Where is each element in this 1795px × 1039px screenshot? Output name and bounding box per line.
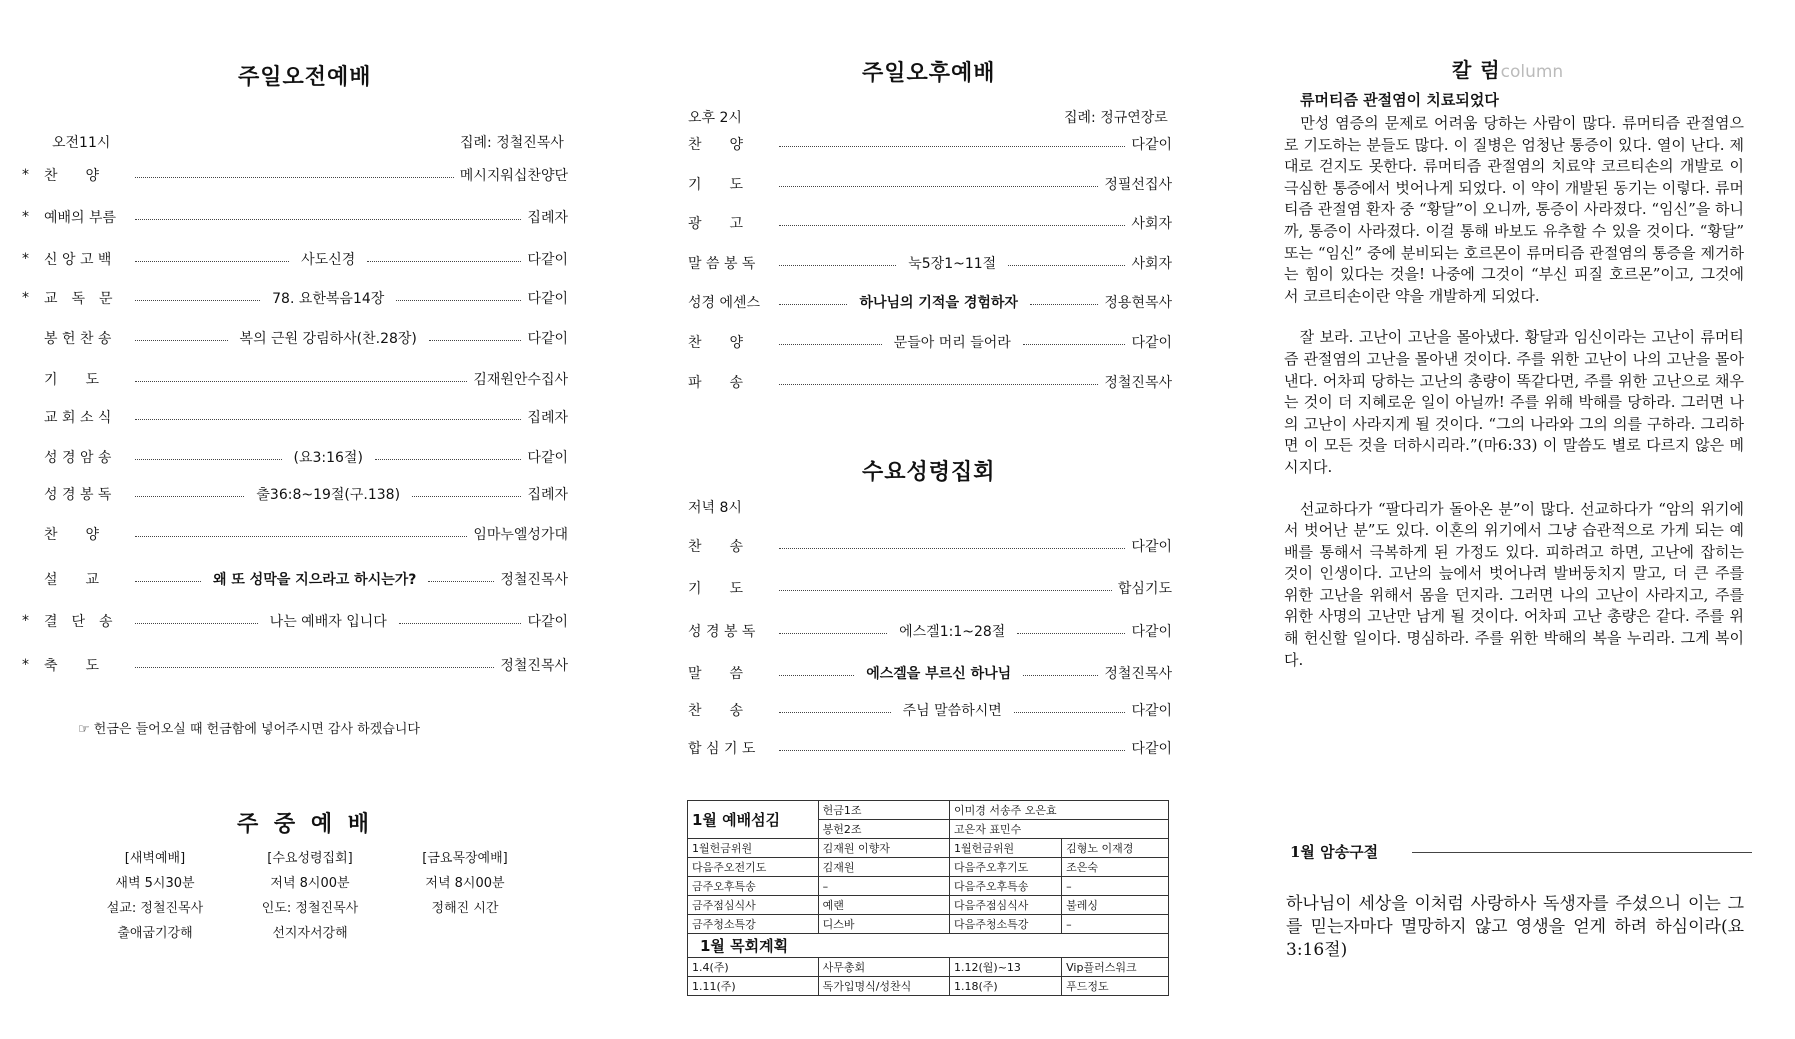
morning-item-label: 찬 양 xyxy=(44,168,100,184)
morning-item xyxy=(22,446,568,468)
weekday-column xyxy=(405,846,525,921)
offering-note: ☞ 헌금은 들어오실 때 헌금함에 넣어주시면 감사 하겠습니다 xyxy=(78,722,420,737)
morning-item-content: (요3:16절) xyxy=(293,450,363,466)
schedule-cell: 조은숙 xyxy=(1062,858,1169,877)
wednesday-item-content: 주님 말씀하시면 xyxy=(902,703,1002,719)
plan-title: 1월 목회계획 xyxy=(688,934,1169,958)
morning-item-label: 결 단 송 xyxy=(44,614,113,630)
leader-dots xyxy=(779,344,882,345)
morning-item-label: 성 경 봉 독 xyxy=(44,487,112,503)
afternoon-item xyxy=(688,173,1172,195)
wednesday-item-person: 정철진목사 xyxy=(1104,666,1172,682)
column-paragraph: 잘 보라. 고난이 고난을 몰아냈다. 황달과 임신이라는 고난이 류머티즘 관절염의 고난을 몰아낸 것이다. 주를 위한 고난이 나의 고난을 몰아낸다. 어차피 당하는 고난의 총량이 똑같다면, 주를 위한 고난으로 채우는 것이 더 지혜로운 일이 아닐까! 주를 위해 박해를 당하라. 그러면 나의 고난이 사라지게 될 것이다. “그의 나라와 그의 의를 구하라. 그리하면 이 모든 것을 더하시리라.”(마6:33) 이 말씀도 별로 다르지 않은 메시지다. xyxy=(1284,328,1744,476)
morning-item-label: 축 도 xyxy=(44,658,100,674)
schedule-cell: 디스바 xyxy=(818,915,949,934)
schedule-cell: 봉헌2조 xyxy=(818,820,949,839)
wednesday-item-label: 성 경 봉 독 xyxy=(688,624,756,640)
morning-item-content: 사도신경 xyxy=(301,252,356,268)
afternoon-item-content: 하나님의 기적을 경험하자 xyxy=(859,295,1018,311)
wednesday-item xyxy=(688,737,1172,759)
leader-dots xyxy=(1014,712,1126,713)
morning-item xyxy=(22,610,568,632)
required-marker: * xyxy=(22,613,29,629)
weekday-column-line: 새벽 5시30분 xyxy=(115,876,195,891)
morning-item-label: 성 경 암 송 xyxy=(44,450,112,466)
morning-item-person: 다같이 xyxy=(527,450,568,466)
schedule-cell: – xyxy=(1062,915,1169,934)
leader-dots xyxy=(135,536,467,537)
leader-dots xyxy=(779,384,1098,385)
schedule-box xyxy=(687,800,1169,996)
schedule-cell: 다음주오후기도 xyxy=(950,858,1062,877)
afternoon-item-label: 광 고 xyxy=(688,216,744,232)
afternoon-item xyxy=(688,331,1172,353)
required-marker: * xyxy=(22,657,29,673)
afternoon-time: 오후 2시 xyxy=(688,110,742,126)
afternoon-item-label: 기 도 xyxy=(688,177,744,193)
morning-item xyxy=(22,368,568,390)
leader-dots xyxy=(429,340,522,341)
morning-item-content: 나는 예배자 입니다 xyxy=(269,614,387,630)
morning-item-person: 다같이 xyxy=(527,331,569,347)
afternoon-item-person: 사회자 xyxy=(1131,256,1173,272)
wednesday-item-person: 다같이 xyxy=(1131,539,1172,555)
weekday-column-line: 저녁 8시00분 xyxy=(425,876,505,891)
afternoon-item-label: 말 씀 봉 독 xyxy=(688,256,756,272)
morning-item-person: 집례자 xyxy=(527,410,568,426)
leader-dots xyxy=(779,186,1098,187)
afternoon-title: 주일오후예배 xyxy=(862,61,996,86)
leader-dots xyxy=(135,219,521,220)
leader-dots xyxy=(779,548,1125,549)
leader-dots xyxy=(1008,265,1125,266)
morning-item xyxy=(22,248,568,270)
morning-title: 주일오전예배 xyxy=(238,65,372,90)
wednesday-item-label: 찬 송 xyxy=(688,539,744,555)
schedule-cell: 불레싱 xyxy=(1062,896,1169,915)
leader-dots xyxy=(135,496,244,497)
afternoon-item xyxy=(688,291,1172,313)
afternoon-item-content: 문들아 머리 들어라 xyxy=(893,335,1011,351)
leader-dots xyxy=(375,459,522,460)
afternoon-item xyxy=(688,133,1172,155)
afternoon-item xyxy=(688,212,1172,234)
morning-item xyxy=(22,568,568,590)
weekday-title: 주 중 예 배 xyxy=(237,812,373,837)
morning-item-label: 신 앙 고 백 xyxy=(44,252,112,268)
column-title-ko: 칼 럼 xyxy=(1452,58,1501,82)
schedule-cell: 다음주오전기도 xyxy=(688,858,819,877)
weekday-column xyxy=(250,846,370,946)
leader-dots xyxy=(1023,344,1126,345)
required-marker: * xyxy=(22,209,29,225)
weekday-column-line: 인도: 정철진목사 xyxy=(261,901,359,916)
schedule-cell: 김재원 xyxy=(818,858,949,877)
wednesday-item-person: 다같이 xyxy=(1131,624,1173,640)
wednesday-item xyxy=(688,620,1172,642)
morning-item-label: 교 회 소 식 xyxy=(44,410,112,426)
morning-item xyxy=(22,523,568,545)
wednesday-time: 저녁 8시 xyxy=(688,500,742,516)
afternoon-item-person: 정철진목사 xyxy=(1104,375,1172,391)
morning-item-person: 임마누엘성가대 xyxy=(473,527,568,543)
morning-item-content: 복의 근원 강림하사(찬.28장) xyxy=(239,331,417,347)
column-paragraph: 선교하다가 “팔다리가 돌아온 분”이 많다. 선교하다가 “암의 위기에서 벗어난 분”도 있다. 이혼의 위기에서 그냥 습관적으로 가게 되는 예배를 통해서 극복하게 된 가정도 있다. 피하려고 하면, 고난에 잡히는 것이 인생이다. 고난의 늪에서 벗어나려 발버둥치지 말고, 더 큰 주를 위한 고난을 위해서 몸을 던지라. 그러면 나의 고난이 사라지고, 주를 위한 사명의 고난만 남게 될 것이다. 어차피 고난 총량은 같다. 주를 위해 헌신할 일이다. 명심하라. 주를 위한 박해의 복을 누리라. 그게 복이다. xyxy=(1284,499,1744,669)
plan-cell: 1.18(주) xyxy=(950,977,1062,996)
schedule-row xyxy=(688,915,1169,934)
leader-dots xyxy=(1017,633,1125,634)
verse-text: 하나님이 세상을 이처럼 사랑하사 독생자를 주셨으니 이는 그를 믿는자마다 멸망하지 않고 영생을 얻게 하려 하심이라(요3:16절) xyxy=(1286,894,1744,960)
afternoon-item xyxy=(688,371,1172,393)
morning-item-label: 봉 헌 찬 송 xyxy=(44,331,112,347)
weekday-column-line: 저녁 8시00분 xyxy=(270,876,350,891)
leader-dots xyxy=(399,623,522,624)
schedule-row xyxy=(688,896,1169,915)
plan-row xyxy=(688,958,1169,977)
verse-divider xyxy=(1412,852,1752,853)
schedule-cell: 이미경 서송주 오은효 xyxy=(950,801,1169,820)
weekday-column-head: [금요목장예배] xyxy=(422,851,508,866)
weekday-column-line: 정해진 시간 xyxy=(431,901,499,916)
wednesday-item-person: 다같이 xyxy=(1131,741,1172,757)
plan-row xyxy=(688,977,1169,996)
leader-dots xyxy=(135,667,494,668)
morning-item-person: 정철진목사 xyxy=(500,658,568,674)
wednesday-item-label: 합 심 기 도 xyxy=(688,741,756,757)
schedule-cell: 금주청소특강 xyxy=(688,915,819,934)
morning-item-person: 집례자 xyxy=(527,487,569,503)
wednesday-item-person: 합심기도 xyxy=(1117,581,1172,597)
column-title xyxy=(1452,54,1563,83)
leader-dots xyxy=(779,675,854,676)
afternoon-leader: 집례: 정규연장로 xyxy=(1064,110,1168,126)
morning-item-content: 출36:8~19절(구.138) xyxy=(256,487,401,503)
afternoon-item-person: 다같이 xyxy=(1131,335,1173,351)
morning-item-person: 집례자 xyxy=(527,210,568,226)
plan-cell: 1.12(월)~13 xyxy=(950,958,1062,977)
leader-dots xyxy=(779,304,847,305)
morning-item xyxy=(22,327,568,349)
morning-item-person: 정철진목사 xyxy=(500,572,568,588)
schedule-cell: 고은자 표민수 xyxy=(950,820,1169,839)
schedule-row xyxy=(688,858,1169,877)
morning-item-label: 교 독 문 xyxy=(44,291,113,307)
leader-dots xyxy=(1030,304,1098,305)
morning-item-content: 왜 또 성막을 지으라고 하시는가? xyxy=(212,572,417,588)
morning-item xyxy=(22,287,568,309)
required-marker: * xyxy=(22,167,29,183)
leader-dots xyxy=(135,261,289,262)
leader-dots xyxy=(779,590,1112,591)
afternoon-item-label: 성경 에센스 xyxy=(688,295,761,311)
afternoon-item xyxy=(688,252,1172,274)
leader-dots xyxy=(412,496,521,497)
schedule-cell: 예랜 xyxy=(818,896,949,915)
leader-dots xyxy=(367,261,521,262)
wednesday-item-label: 말 씀 xyxy=(688,666,744,682)
wednesday-item-label: 기 도 xyxy=(688,581,744,597)
schedule-cell: 다음주오후특송 xyxy=(950,877,1062,896)
leader-dots xyxy=(779,225,1125,226)
morning-item-label: 찬 양 xyxy=(44,527,100,543)
morning-item-person: 다같이 xyxy=(527,614,569,630)
wednesday-item-label: 찬 송 xyxy=(688,703,744,719)
weekday-column-line: 출애굽기강해 xyxy=(117,926,193,941)
leader-dots xyxy=(135,381,467,382)
plan-cell: 1.4(주) xyxy=(688,958,819,977)
afternoon-item-person: 다같이 xyxy=(1131,137,1172,153)
schedule-table xyxy=(687,800,1169,996)
schedule-cell: 1월헌금위원 xyxy=(688,839,819,858)
column-paragraph: 만성 염증의 문제로 어려움 당하는 사람이 많다. 류머티즘 관절염으로 기도하는 분들도 많다. 이 질병은 엄청난 통증이 있다. 열이 난다. 제대로 걷지도 못한다. 류머티즘 관절염의 치료약 코르티손의 개발로 이 극심한 통증에서 벗어나게 되었다. 이 약이 개발된 동기는 이렇다. 류머티즘 관절염 환자 중 “황달”이 오니까, 통증이 사라졌다. “임신”을 하니까, 통증이 사라졌다. 이걸 통해 바보도 유추할 수 있을 것이다. “황달” 또는 “임신” 중에 분비되는 호르몬이 류머티즘 관절염의 통증을 제거하는 힘이 있다는 것을! 나중에 그것이 “부신 피질 호르몬”이고, 그것에서 코르티손이란 약을 개발하게 되었다. xyxy=(1284,114,1744,305)
schedule-cell: 1월헌금위원 xyxy=(950,839,1062,858)
leader-dots xyxy=(135,459,282,460)
leader-dots xyxy=(135,623,258,624)
leader-dots xyxy=(135,177,454,178)
morning-leader: 집례: 정철진목사 xyxy=(460,135,564,151)
weekday-column-line: 설교: 정철진목사 xyxy=(106,901,204,916)
wednesday-title: 수요성령집회 xyxy=(862,460,996,485)
afternoon-item-label: 파 송 xyxy=(688,375,744,391)
morning-item xyxy=(22,206,568,228)
afternoon-item-label: 찬 양 xyxy=(688,137,744,153)
column-subtitle: 류머티즘 관절염이 치료되었다 xyxy=(1300,91,1499,109)
plan-cell: Vip플러스워크 xyxy=(1062,958,1169,977)
leader-dots xyxy=(779,712,891,713)
schedule-row xyxy=(688,839,1169,858)
morning-item-label: 설 교 xyxy=(44,572,100,588)
required-marker: * xyxy=(22,290,29,306)
leader-dots xyxy=(779,146,1125,147)
plan-cell: 사무총회 xyxy=(818,958,949,977)
wednesday-item-content: 에스겔을 부르신 하나님 xyxy=(866,666,1012,682)
afternoon-item-label: 찬 양 xyxy=(688,335,744,351)
schedule-cell: – xyxy=(1062,877,1169,896)
verse-title: 1월 암송구절 xyxy=(1290,843,1379,861)
morning-item-person: 다같이 xyxy=(527,252,568,268)
morning-item-person: 김재원안수집사 xyxy=(473,372,568,388)
leader-dots xyxy=(779,750,1125,751)
schedule-cell: 다음주점심식사 xyxy=(950,896,1062,915)
plan-cell: 독가입명식/성찬식 xyxy=(818,977,949,996)
afternoon-item-content: 눅5장1~11절 xyxy=(908,256,997,272)
leader-dots xyxy=(135,340,228,341)
morning-item-label: 예배의 부름 xyxy=(44,210,117,226)
afternoon-item-person: 사회자 xyxy=(1131,216,1172,232)
wednesday-item xyxy=(688,662,1172,684)
wednesday-item-content: 에스겔1:1~28절 xyxy=(899,624,1006,640)
leader-dots xyxy=(396,300,521,301)
schedule-cell: 금주점심식사 xyxy=(688,896,819,915)
schedule-cell: – xyxy=(818,877,949,896)
leader-dots xyxy=(135,581,201,582)
morning-item xyxy=(22,406,568,428)
plan-cell: 1.11(주) xyxy=(688,977,819,996)
required-marker: * xyxy=(22,251,29,267)
morning-item xyxy=(22,164,568,186)
leader-dots xyxy=(779,265,896,266)
leader-dots xyxy=(779,633,887,634)
weekday-column-head: [새벽예배] xyxy=(124,851,186,866)
leader-dots xyxy=(135,419,521,420)
morning-item-content: 78. 요한복음14장 xyxy=(272,291,385,307)
morning-item xyxy=(22,483,568,505)
wednesday-item-person: 다같이 xyxy=(1131,703,1173,719)
schedule-title: 1월 예배섬김 xyxy=(688,801,819,839)
afternoon-item-person: 정필선집사 xyxy=(1104,177,1172,193)
schedule-cell: 다음주청소특강 xyxy=(950,915,1062,934)
schedule-row xyxy=(688,877,1169,896)
schedule-cell: 김형노 이재경 xyxy=(1062,839,1169,858)
morning-item xyxy=(22,654,568,676)
morning-item-person: 메시지워십찬양단 xyxy=(459,168,568,184)
morning-time: 오전11시 xyxy=(52,135,111,151)
weekday-column-head: [수요성령집회] xyxy=(267,851,353,866)
column-title-en: column xyxy=(1500,62,1564,82)
morning-item-label: 기 도 xyxy=(44,372,100,388)
schedule-cell: 금주오후특송 xyxy=(688,877,819,896)
schedule-cell: 김재원 이향자 xyxy=(818,839,949,858)
schedule-cell: 헌금1조 xyxy=(818,801,949,820)
morning-item-person: 다같이 xyxy=(527,291,569,307)
wednesday-item xyxy=(688,577,1172,599)
weekday-column-line: 선지자서강해 xyxy=(272,926,348,941)
weekday-column xyxy=(95,846,215,946)
leader-dots xyxy=(428,581,494,582)
plan-cell: 푸드정도 xyxy=(1062,977,1169,996)
leader-dots xyxy=(135,300,260,301)
leader-dots xyxy=(1023,675,1098,676)
afternoon-item-person: 정용현목사 xyxy=(1104,295,1173,311)
wednesday-item xyxy=(688,699,1172,721)
wednesday-item xyxy=(688,535,1172,557)
